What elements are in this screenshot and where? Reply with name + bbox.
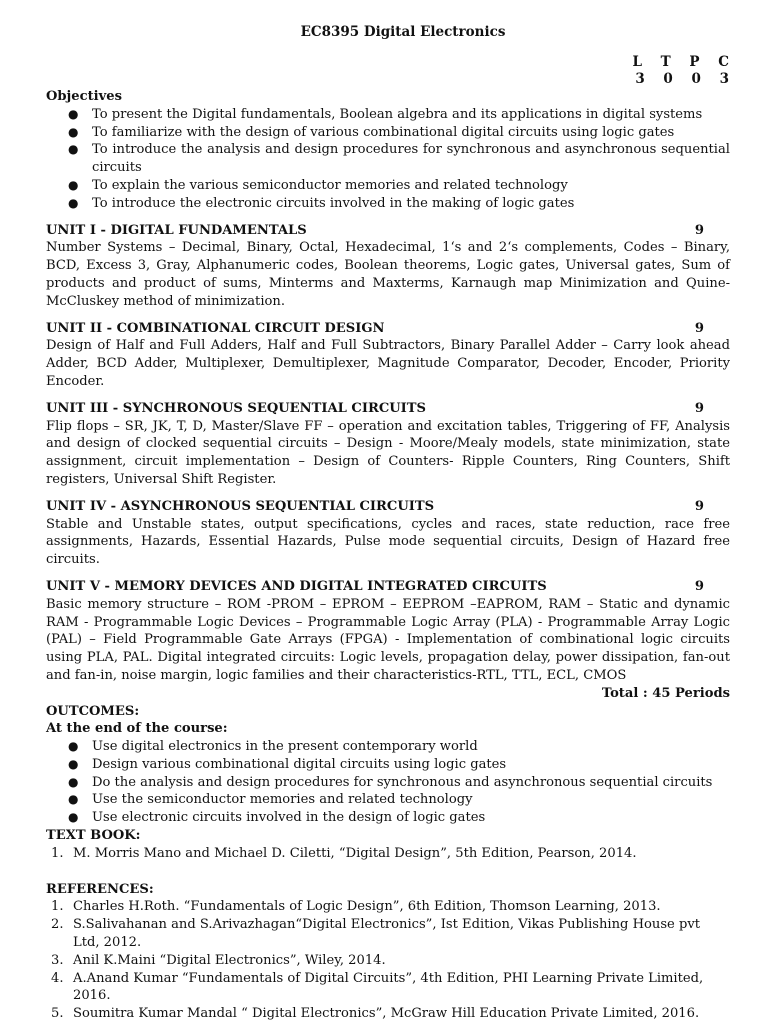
list-item: 1. Charles H.Roth. “Fundamentals of Logic Design”, 6th Edition, Thomson Learning, 2013. bbox=[51, 899, 661, 915]
unit-heading bbox=[46, 320, 730, 338]
bullet-icon: ● bbox=[68, 756, 79, 771]
list-item: 5. Soumitra Kumar Mandal “ Digital Electronics”, McGraw Hill Education Private Limited, 2016. bbox=[51, 1006, 700, 1022]
list-item: ● Do the analysis and design procedures for synchronous and asynchronous sequential circuits bbox=[68, 774, 713, 790]
unit-heading bbox=[46, 498, 730, 516]
unit-body: Basic memory structure – ROM -PROM – EPROM – EEPROM –EAPROM, RAM – Static and dynamic RAM - Programmable Logic Devices – Programmable Logic Array (PLA) - Programmable Array Logic (PAL) – Field Programmable Gate Arrays (FPGA) - Implementation of combinational logic circuits using PLA, PAL. Digital integrated circuits: Logic levels, propagation delay, power dissipation, fan-out and fan-in, noise margin, logic families and their characteristics-RTL, TTL, ECL, CMOS bbox=[46, 596, 730, 683]
bullet-icon: ● bbox=[68, 142, 79, 157]
bullet-icon: ● bbox=[68, 810, 79, 825]
total-periods: Total : 45 Periods bbox=[601, 685, 730, 701]
bullet-icon: ● bbox=[68, 774, 79, 789]
unit-title: UNIT IV - ASYNCHRONOUS SEQUENTIAL CIRCUITS bbox=[46, 498, 435, 514]
unit-hours: 9 bbox=[694, 320, 704, 336]
bullet-icon: ● bbox=[68, 792, 79, 807]
unit-hours: 9 bbox=[694, 498, 704, 514]
bullet-icon: ● bbox=[68, 177, 79, 192]
outcomes-list bbox=[46, 738, 730, 827]
unit-1 bbox=[46, 222, 730, 311]
unit-5 bbox=[46, 578, 730, 685]
list-number: 1. bbox=[51, 845, 64, 861]
list-item: ● Use electronic circuits involved in the design of logic gates bbox=[68, 810, 486, 826]
textbook-list bbox=[46, 845, 730, 863]
objectives-heading: Objectives bbox=[46, 89, 122, 104]
list-item: ● To explain the various semiconductor memories and related technology bbox=[68, 177, 568, 193]
unit-title: UNIT I - DIGITAL FUNDAMENTALS bbox=[46, 222, 307, 238]
list-number: 3. bbox=[51, 952, 64, 968]
syllabus-page bbox=[46, 24, 736, 1023]
unit-heading bbox=[46, 400, 730, 418]
bullet-icon: ● bbox=[68, 124, 79, 139]
unit-heading bbox=[46, 222, 730, 240]
outcomes-intro: At the end of the course: bbox=[46, 721, 228, 737]
list-item: ● To familiarize with the design of various combinational digital circuits using logic gates bbox=[68, 124, 675, 140]
references-list bbox=[46, 898, 730, 1023]
list-number: 2. bbox=[51, 917, 64, 933]
unit-4 bbox=[46, 498, 730, 569]
course-title: EC8395 Digital Electronics bbox=[300, 24, 506, 40]
unit-heading bbox=[46, 578, 730, 596]
unit-2 bbox=[46, 320, 730, 391]
ltpc-values: 3 0 0 3 bbox=[635, 71, 736, 87]
list-item: ● To introduce the electronic circuits involved in the making of logic gates bbox=[68, 195, 575, 211]
ltpc-letters: L T P C bbox=[632, 54, 736, 70]
unit-title: UNIT II - COMBINATIONAL CIRCUIT DESIGN bbox=[46, 320, 385, 336]
list-number: 4. bbox=[51, 970, 64, 986]
outcomes-heading: OUTCOMES: bbox=[46, 703, 140, 719]
list-item: 3. Anil K.Maini “Digital Electronics”, Wiley, 2014. bbox=[51, 952, 386, 968]
list-item: ● To introduce the analysis and design procedures for synchronous and asynchronous sequential circuits bbox=[68, 142, 730, 176]
list-number: 5. bbox=[51, 1006, 64, 1022]
unit-body: Number Systems – Decimal, Binary, Octal, Hexadecimal, 1‘s and 2‘s complements, Codes – Binary, BCD, Excess 3, Gray, Alphanumeric codes, Boolean theorems, Logic gates, Universal gates, Sum of products and product of sums, Minterms and Maxterms, Karnaugh map Minimization and Quine-McCluskey method of minimization. bbox=[46, 240, 730, 309]
unit-hours: 9 bbox=[694, 578, 704, 594]
list-item: ● To present the Digital fundamentals, Boolean algebra and its applications in digital systems bbox=[68, 106, 703, 122]
unit-body: Flip flops – SR, JK, T, D, Master/Slave FF – operation and excitation tables, Triggering of FF, Analysis and design of clocked sequential circuits – Design - Moore/Mealy models, state minimization, state assignment, circuit implementation – Design of Counters- Ripple Counters, Ring Counters, Shift registers, Universal Shift Register. bbox=[46, 418, 730, 487]
unit-hours: 9 bbox=[694, 222, 704, 238]
unit-3 bbox=[46, 400, 730, 489]
textbook-heading: TEXT BOOK: bbox=[46, 828, 141, 844]
unit-body: Stable and Unstable states, output specifications, cycles and races, state reduction, race free assignments, Hazards, Essential Hazards, Pulse mode sequential circuits, Design of Hazard free circuits. bbox=[46, 516, 730, 568]
list-item: 2. S.Salivahanan and S.Arivazhagan“Digital Electronics”, Ist Edition, Vikas Publishing House pvt Ltd, 2012. bbox=[51, 917, 700, 951]
list-item: ● Use digital electronics in the present contemporary world bbox=[68, 739, 478, 755]
list-item: 4. A.Anand Kumar “Fundamentals of Digital Circuits”, 4th Edition, PHI Learning Private Limited, 2016. bbox=[51, 970, 704, 1004]
unit-hours: 9 bbox=[694, 400, 704, 416]
list-item: 1. M. Morris Mano and Michael D. Ciletti, “Digital Design”, 5th Edition, Pearson, 2014. bbox=[51, 845, 637, 861]
ltpc-block bbox=[46, 54, 736, 88]
list-number: 1. bbox=[51, 899, 64, 915]
bullet-icon: ● bbox=[68, 739, 79, 754]
unit-title: UNIT III - SYNCHRONOUS SEQUENTIAL CIRCUITS bbox=[46, 400, 426, 416]
bullet-icon: ● bbox=[68, 106, 79, 121]
list-item: ● Use the semiconductor memories and related technology bbox=[68, 792, 473, 808]
objectives-list bbox=[46, 106, 730, 213]
unit-body: Design of Half and Full Adders, Half and Full Subtractors, Binary Parallel Adder – Carry look ahead Adder, BCD Adder, Multiplexer, Demultiplexer, Magnitude Comparator, Decoder, Encoder, Priority Encoder. bbox=[46, 338, 730, 389]
unit-title: UNIT V - MEMORY DEVICES AND DIGITAL INTEGRATED CIRCUITS bbox=[46, 578, 547, 594]
references-heading: REFERENCES: bbox=[46, 881, 154, 897]
list-item: ● Design various combinational digital circuits using logic gates bbox=[68, 756, 507, 772]
bullet-icon: ● bbox=[68, 195, 79, 210]
